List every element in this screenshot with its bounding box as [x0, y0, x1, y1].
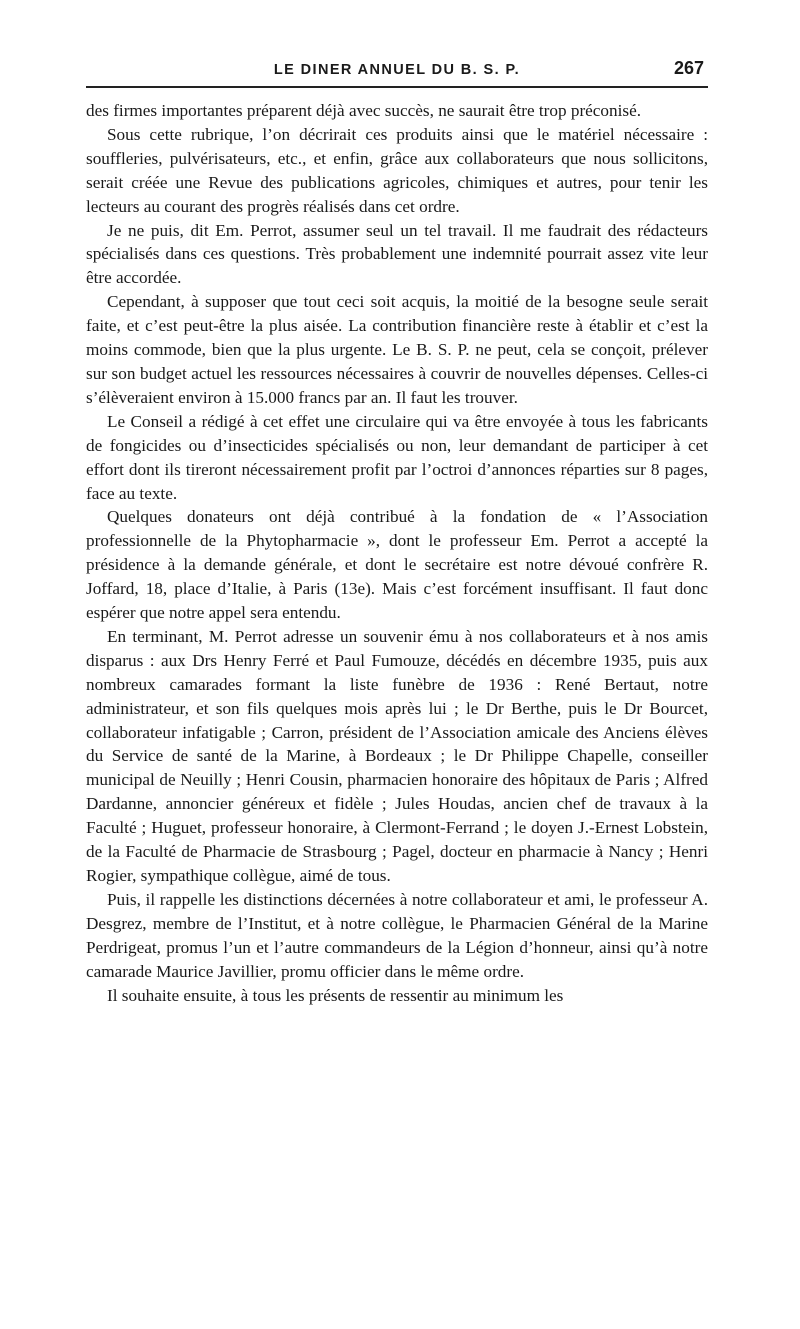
body-text	[86, 99, 708, 1007]
paragraph-continued: des firmes importantes préparent déjà avec succès, ne saurait être trop préconisé.	[86, 101, 642, 120]
paragraph: Sous cette rubrique, l’on décrirait ces produits ainsi que le matériel nécessaire : souffleries, pulvérisateurs, etc., et enfin, grâce aux collaborateurs que nous sollicitons, serait créée une Revue des publications agricoles, chimiques et autres, pour tenir les lecteurs au courant des progrès réalisés dans cet ordre.	[86, 124, 708, 216]
paragraph: Puis, il rappelle les distinctions décernées à notre collaborateur et ami, le professeur A. Desgrez, membre de l’Institut, et à notre collègue, le Pharmacien Général de la Marine Perdrigeat, promus l’un et l’autre commandeurs de la Légion d’honneur, ainsi qu’à notre camarade Maurice Javillier, promu officier dans le même ordre.	[86, 889, 708, 981]
running-title: LE DINER ANNUEL DU B. S. P.	[273, 62, 521, 78]
paragraph: Le Conseil a rédigé à cet effet une circulaire qui va être envoyée à tous les fabricants de fongicides ou d’insecticides spécialisés ou non, leur demandant de participer à cet effort dont ils tireront nécessairement profit par l’octroi d’annonces réparties sur 8 pages, face au texte.	[86, 411, 708, 503]
paragraph: Cependant, à supposer que tout ceci soit acquis, la moitié de la besogne seule serait faite, et c’est peut-être la plus aisée. La contribution financière reste à établir et c’est la moins commode, bien que la plus urgente. Le B. S. P. ne peut, cela se conçoit, prélever sur son budget actuel les ressources nécessaires à couvrir de nouvelles dépenses. Celles-ci s’élèveraient environ à 15.000 francs par an. Il faut les trouver.	[86, 292, 708, 407]
paragraph: Je ne puis, dit Em. Perrot, assumer seul un tel travail. Il me faudrait des rédacteurs spécialisés dans ces questions. Très probablement une indemnité pourrait assez vite leur être accordée.	[86, 220, 708, 288]
paragraph: Quelques donateurs ont déjà contribué à la fondation de « l’Association professionnelle de la Phytopharmacie », dont le professeur Em. Perrot a accepté la présidence à la demande générale, et dont le secrétaire est notre dévoué confrère R. Joffard, 18, place d’Italie, à Paris (13e). Mais c’est forcément insuffisant. Il faut donc espérer que notre appel sera entendu.	[86, 507, 708, 623]
paragraph: En terminant, M. Perrot adresse un souvenir ému à nos collaborateurs et à nos amis disparus : aux Drs Henry Ferré et Paul Fumouze, décédés en décembre 1935, puis aux nombreux camarades formant la liste funèbre de 1936 : René Bertaut, notre administrateur, et son fils quelques mois après lui ; le Dr Berthe, puis le Dr Bourcet, collaborateur infatigable ; Carron, président de l’Association amicale des Anciens élèves du Service de santé de la Marine, à Bordeaux ; le Dr Philippe Chapelle, conseiller municipal de Neuilly ; Henri Cousin, pharmacien honoraire des hôpitaux de Paris ; Alfred Dardanne, annoncier généreux et fidèle ; Jules Houdas, ancien chef de travaux à la Faculté ; Huguet, professeur honoraire, à Clermont-Ferrand ; le doyen J.-Ernest Lobstein, de la Faculté de Pharmacie de Strasbourg ; Pagel, docteur en pharmacie à Nancy ; Henri Rogier, sympathique collègue, aimé de tous.	[86, 626, 708, 885]
running-header	[86, 52, 708, 88]
book-page	[86, 52, 708, 1007]
page-number: 267	[673, 58, 704, 78]
paragraph-truncated: Il souhaite ensuite, à tous les présents de ressentir au minimum les	[107, 985, 564, 1005]
